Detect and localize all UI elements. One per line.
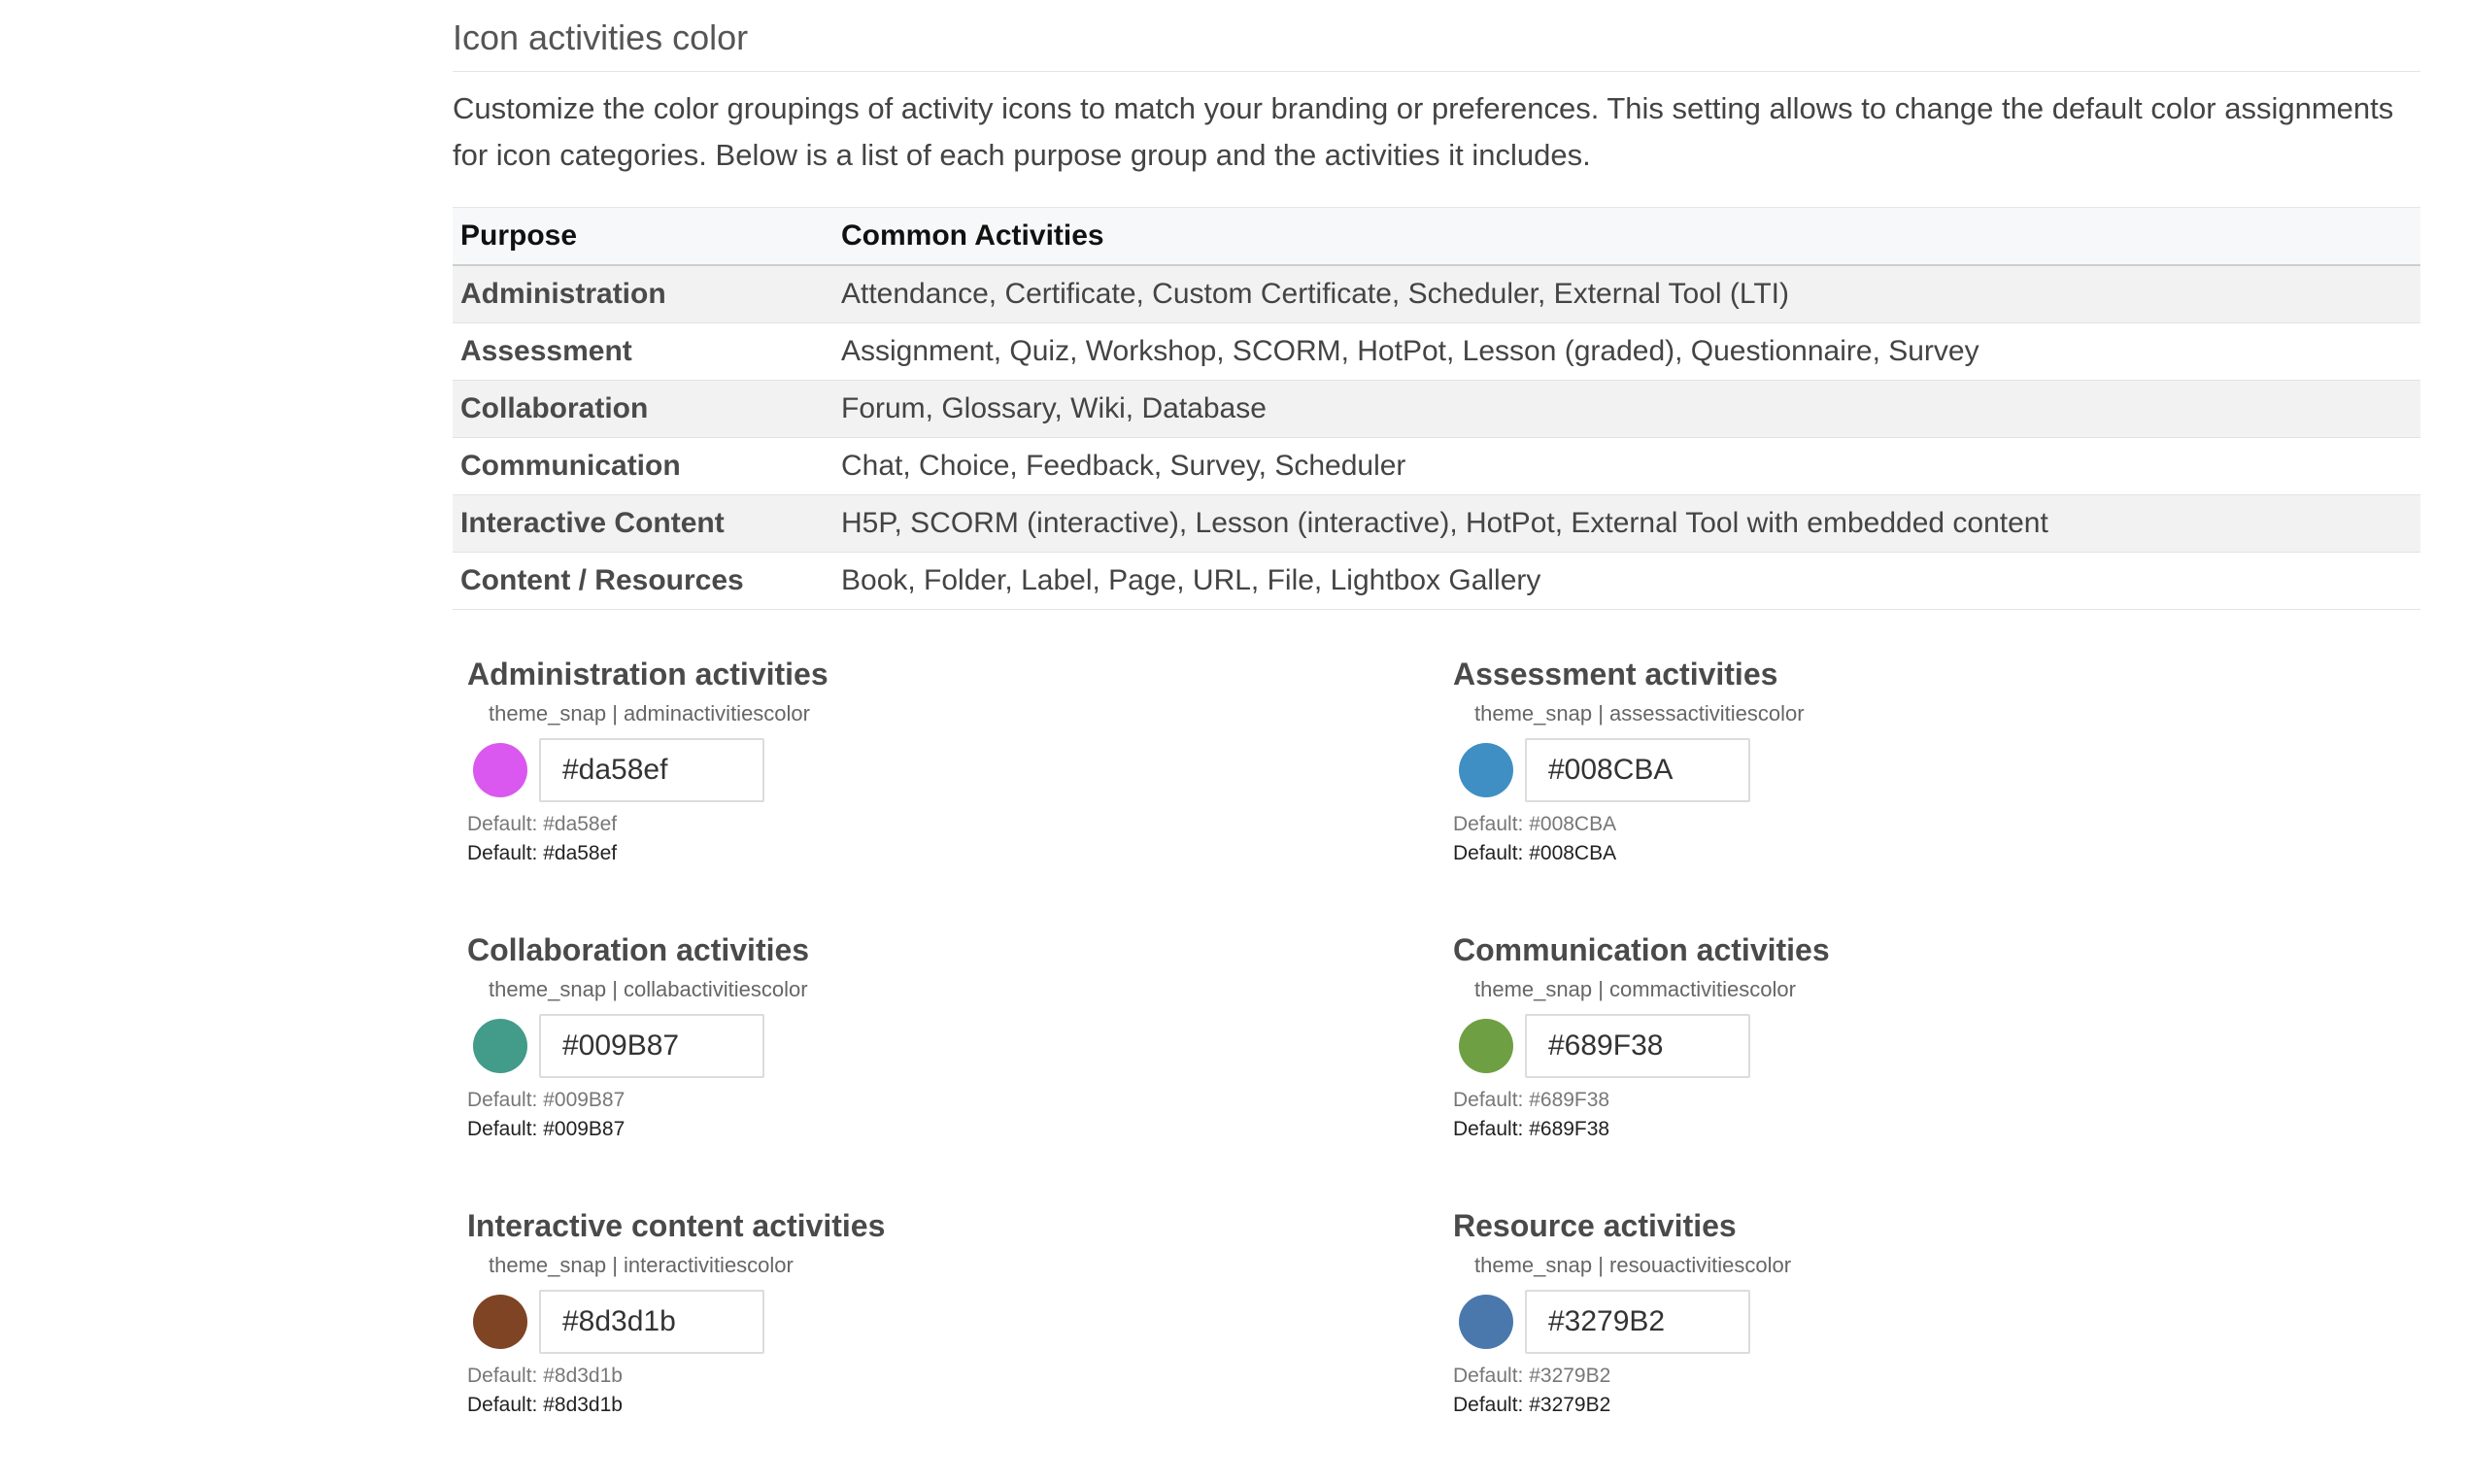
color-swatch[interactable] <box>473 1295 527 1349</box>
settings-page <box>453 0 2420 1484</box>
setting-title: Assessment activities <box>1453 657 1778 691</box>
purpose-table <box>453 208 2420 610</box>
table-row <box>453 553 2420 610</box>
color-settings <box>453 610 2420 1484</box>
header-purpose: Purpose <box>453 208 833 265</box>
purpose-cell: Administration <box>453 265 833 323</box>
purpose-cell: Assessment <box>453 323 833 381</box>
activities-cell: Book, Folder, Label, Page, URL, File, Lightbox Gallery <box>833 553 2420 610</box>
activities-cell: Attendance, Certificate, Custom Certificate, Scheduler, External Tool (LTI) <box>833 265 2420 323</box>
setting-key: theme_snap | collabactivitiescolor <box>489 977 808 1001</box>
purpose-cell: Collaboration <box>453 381 833 438</box>
interactive-color-input[interactable] <box>539 1290 764 1354</box>
table-row <box>453 323 2420 381</box>
table-row <box>453 265 2420 323</box>
color-picker <box>467 1012 1341 1080</box>
setting-key: theme_snap | commactivitiescolor <box>1474 977 1796 1001</box>
setting-key: theme_snap | interactivitiescolor <box>489 1253 794 1277</box>
color-swatch[interactable] <box>1459 743 1513 797</box>
setting-title: Communication activities <box>1453 932 1830 967</box>
color-picker <box>1453 736 2327 804</box>
activities-cell: H5P, SCORM (interactive), Lesson (interactive), HotPot, External Tool with embedded content <box>833 495 2420 553</box>
setting-title: Collaboration activities <box>467 932 810 967</box>
default-hint: Default: #009B87 <box>467 1089 626 1111</box>
default-value: Default: #8d3d1b <box>467 1394 623 1416</box>
assess-color-input[interactable] <box>1525 738 1750 802</box>
color-swatch[interactable] <box>1459 1295 1513 1349</box>
table-header-row <box>453 208 2420 265</box>
color-swatch[interactable] <box>473 1019 527 1073</box>
setting-admin-color <box>467 657 1341 868</box>
setting-title: Interactive content activities <box>467 1208 886 1243</box>
activities-cell: Forum, Glossary, Wiki, Database <box>833 381 2420 438</box>
section-heading: Icon activities color <box>453 0 2420 72</box>
color-picker <box>1453 1288 2327 1356</box>
default-hint: Default: #8d3d1b <box>467 1365 623 1387</box>
header-common-activities: Common Activities <box>833 208 2420 265</box>
default-hint: Default: #008CBA <box>1453 813 1617 835</box>
setting-key: theme_snap | assessactivitiescolor <box>1474 701 1805 725</box>
collab-color-input[interactable] <box>539 1014 764 1078</box>
default-value: Default: #da58ef <box>467 842 618 864</box>
color-picker <box>467 736 1341 804</box>
comm-color-input[interactable] <box>1525 1014 1750 1078</box>
resource-color-input[interactable] <box>1525 1290 1750 1354</box>
default-hint: Default: #da58ef <box>467 813 618 835</box>
purpose-cell: Interactive Content <box>453 495 833 553</box>
default-value: Default: #009B87 <box>467 1118 626 1140</box>
color-picker <box>1453 1012 2327 1080</box>
default-value: Default: #689F38 <box>1453 1118 1610 1140</box>
color-swatch[interactable] <box>1459 1019 1513 1073</box>
setting-comm-color <box>1453 932 2327 1144</box>
default-hint: Default: #689F38 <box>1453 1089 1610 1111</box>
setting-title: Resource activities <box>1453 1208 1737 1243</box>
color-picker <box>467 1288 1341 1356</box>
table-row <box>453 495 2420 553</box>
setting-key: theme_snap | adminactivitiescolor <box>489 701 810 725</box>
default-hint: Default: #3279B2 <box>1453 1365 1611 1387</box>
section-description: Customize the color groupings of activity icons to match your branding or preferences. This setting allows to change the default color assignments for icon categories. Below is a list of each purpose group and the activities it includes. <box>453 72 2420 208</box>
table-row <box>453 438 2420 495</box>
setting-assess-color <box>1453 657 2327 868</box>
setting-title: Administration activities <box>467 657 829 691</box>
table-row <box>453 381 2420 438</box>
default-value: Default: #3279B2 <box>1453 1394 1611 1416</box>
color-swatch[interactable] <box>473 743 527 797</box>
setting-key: theme_snap | resouactivitiescolor <box>1474 1253 1792 1277</box>
purpose-cell: Communication <box>453 438 833 495</box>
setting-collab-color <box>467 932 1341 1144</box>
activities-cell: Chat, Choice, Feedback, Survey, Scheduler <box>833 438 2420 495</box>
activities-cell: Assignment, Quiz, Workshop, SCORM, HotPot, Lesson (graded), Questionnaire, Survey <box>833 323 2420 381</box>
setting-interactive-color <box>467 1208 1341 1420</box>
default-value: Default: #008CBA <box>1453 842 1617 864</box>
setting-resource-color <box>1453 1208 2327 1420</box>
purpose-cell: Content / Resources <box>453 553 833 610</box>
admin-color-input[interactable] <box>539 738 764 802</box>
